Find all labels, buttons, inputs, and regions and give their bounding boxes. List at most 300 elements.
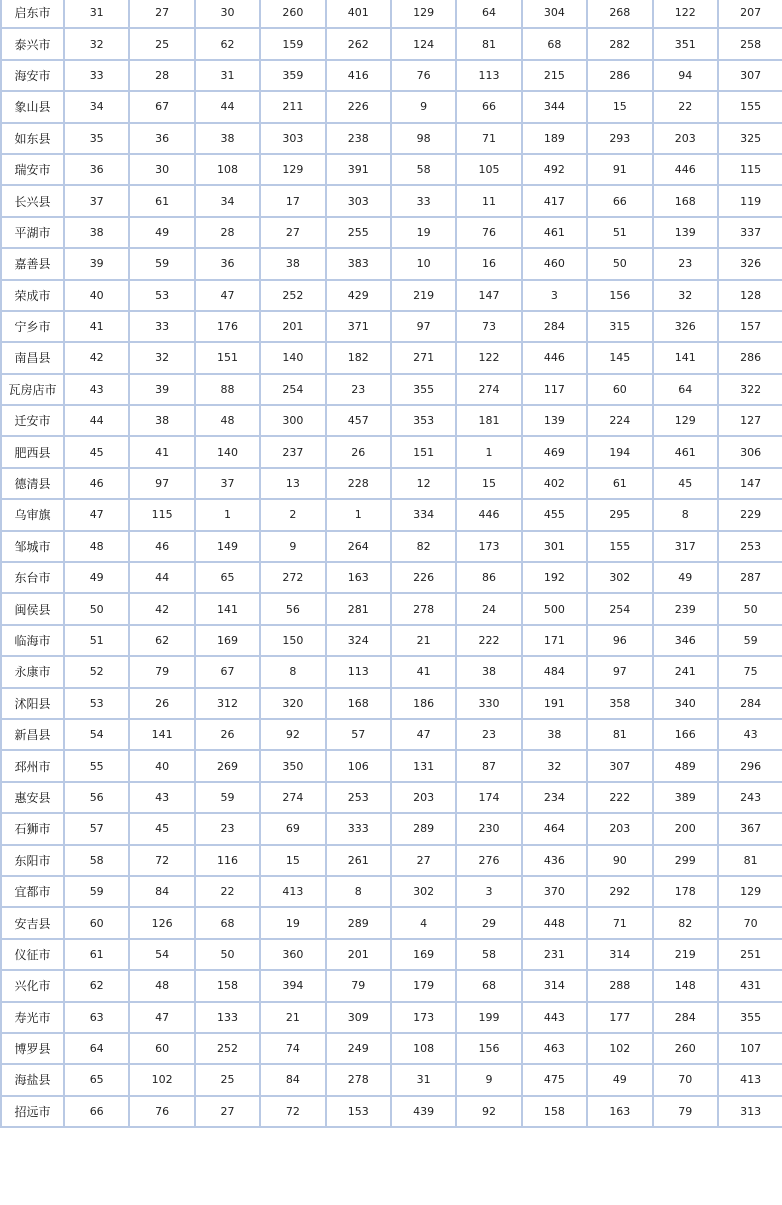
rank-cell: 21 — [260, 1002, 325, 1033]
county-name-cell: 邳州市 — [1, 750, 64, 781]
rank-cell: 301 — [522, 531, 587, 562]
county-name-cell: 迁安市 — [1, 405, 64, 436]
rank-cell: 317 — [653, 531, 718, 562]
county-name-cell: 嘉善县 — [1, 248, 64, 279]
rank-cell: 145 — [587, 342, 652, 373]
rank-cell: 289 — [326, 907, 391, 938]
rank-cell: 436 — [522, 845, 587, 876]
rank-cell: 226 — [326, 91, 391, 122]
rank-cell: 322 — [718, 374, 782, 405]
rank-cell: 1 — [456, 436, 521, 467]
rank-cell: 446 — [653, 154, 718, 185]
rank-cell: 402 — [522, 468, 587, 499]
rank-cell: 191 — [522, 688, 587, 719]
rank-cell: 303 — [326, 185, 391, 216]
rank-cell: 179 — [391, 970, 456, 1001]
rank-cell: 43 — [718, 719, 782, 750]
rank-cell: 128 — [718, 280, 782, 311]
rank-cell: 181 — [456, 405, 521, 436]
rank-cell: 62 — [195, 28, 260, 59]
rank-cell: 76 — [129, 1096, 194, 1127]
rank-cell: 15 — [587, 91, 652, 122]
rank-cell: 312 — [195, 688, 260, 719]
rank-cell: 292 — [587, 876, 652, 907]
table-row — [1, 876, 782, 907]
rank-cell: 38 — [260, 248, 325, 279]
rank-cell: 54 — [129, 939, 194, 970]
rank-cell: 19 — [260, 907, 325, 938]
rank-cell: 282 — [587, 28, 652, 59]
county-name-cell: 招远市 — [1, 1096, 64, 1127]
rank-cell: 38 — [456, 656, 521, 687]
rank-cell: 182 — [326, 342, 391, 373]
rank-cell: 81 — [456, 28, 521, 59]
rank-cell: 32 — [653, 280, 718, 311]
rank-cell: 59 — [64, 876, 129, 907]
rank-cell: 274 — [456, 374, 521, 405]
rank-cell: 28 — [129, 60, 194, 91]
rank-cell: 67 — [195, 656, 260, 687]
rank-cell: 62 — [64, 970, 129, 1001]
rank-cell: 42 — [129, 593, 194, 624]
rank-cell: 23 — [195, 813, 260, 844]
rank-cell: 219 — [391, 280, 456, 311]
rank-cell: 63 — [64, 1002, 129, 1033]
rank-cell: 70 — [653, 1064, 718, 1095]
rank-cell: 31 — [64, 0, 129, 28]
rank-cell: 287 — [718, 562, 782, 593]
rank-cell: 231 — [522, 939, 587, 970]
rank-cell: 39 — [129, 374, 194, 405]
rank-cell: 122 — [653, 0, 718, 28]
table-body — [1, 0, 782, 1127]
rank-cell: 344 — [522, 91, 587, 122]
rank-cell: 23 — [653, 248, 718, 279]
rank-cell: 295 — [587, 499, 652, 530]
rank-cell: 252 — [260, 280, 325, 311]
rank-cell: 66 — [456, 91, 521, 122]
rank-cell: 68 — [522, 28, 587, 59]
table-row — [1, 0, 782, 28]
rank-cell: 500 — [522, 593, 587, 624]
county-name-cell: 安吉县 — [1, 907, 64, 938]
rank-cell: 67 — [129, 91, 194, 122]
rank-cell: 176 — [195, 311, 260, 342]
rank-cell: 17 — [260, 185, 325, 216]
rank-cell: 355 — [391, 374, 456, 405]
rank-cell: 207 — [718, 0, 782, 28]
rank-cell: 88 — [195, 374, 260, 405]
rank-cell: 68 — [195, 907, 260, 938]
rank-cell: 492 — [522, 154, 587, 185]
rank-cell: 194 — [587, 436, 652, 467]
rank-cell: 302 — [587, 562, 652, 593]
rank-cell: 253 — [718, 531, 782, 562]
rank-cell: 48 — [195, 405, 260, 436]
rank-cell: 302 — [391, 876, 456, 907]
rank-cell: 92 — [456, 1096, 521, 1127]
rank-cell: 278 — [391, 593, 456, 624]
rank-cell: 86 — [456, 562, 521, 593]
rank-cell: 76 — [456, 217, 521, 248]
rank-cell: 353 — [391, 405, 456, 436]
table-row — [1, 217, 782, 248]
rank-cell: 115 — [129, 499, 194, 530]
rank-cell: 200 — [653, 813, 718, 844]
rank-cell: 9 — [456, 1064, 521, 1095]
rank-cell: 155 — [587, 531, 652, 562]
rank-cell: 448 — [522, 907, 587, 938]
rank-cell: 102 — [587, 1033, 652, 1064]
rank-cell: 36 — [195, 248, 260, 279]
rank-cell: 108 — [195, 154, 260, 185]
rank-cell: 71 — [456, 123, 521, 154]
rank-cell: 27 — [260, 217, 325, 248]
rank-cell: 60 — [587, 374, 652, 405]
rank-cell: 122 — [456, 342, 521, 373]
rank-cell: 45 — [129, 813, 194, 844]
rank-cell: 304 — [522, 0, 587, 28]
rank-cell: 64 — [653, 374, 718, 405]
rank-cell: 260 — [653, 1033, 718, 1064]
rank-cell: 117 — [522, 374, 587, 405]
rank-cell: 139 — [653, 217, 718, 248]
rank-cell: 230 — [456, 813, 521, 844]
rank-cell: 82 — [653, 907, 718, 938]
county-name-cell: 象山县 — [1, 91, 64, 122]
rank-cell: 439 — [391, 1096, 456, 1127]
county-name-cell: 临海市 — [1, 625, 64, 656]
rank-cell: 57 — [326, 719, 391, 750]
rank-cell: 203 — [653, 123, 718, 154]
rank-cell: 129 — [718, 876, 782, 907]
rank-cell: 53 — [64, 688, 129, 719]
county-name-cell: 仪征市 — [1, 939, 64, 970]
rank-cell: 201 — [326, 939, 391, 970]
rank-cell: 346 — [653, 625, 718, 656]
rank-cell: 46 — [64, 468, 129, 499]
rank-cell: 44 — [64, 405, 129, 436]
rank-cell: 90 — [587, 845, 652, 876]
rank-cell: 48 — [129, 970, 194, 1001]
county-name-cell: 寿光市 — [1, 1002, 64, 1033]
rank-cell: 91 — [587, 154, 652, 185]
rank-cell: 455 — [522, 499, 587, 530]
rank-cell: 113 — [326, 656, 391, 687]
rank-cell: 108 — [391, 1033, 456, 1064]
county-name-cell: 如东县 — [1, 123, 64, 154]
rank-cell: 50 — [64, 593, 129, 624]
rank-cell: 157 — [718, 311, 782, 342]
rank-cell: 124 — [391, 28, 456, 59]
rank-cell: 222 — [456, 625, 521, 656]
rank-cell: 174 — [456, 782, 521, 813]
rank-cell: 169 — [391, 939, 456, 970]
table-row — [1, 1064, 782, 1095]
rank-cell: 38 — [522, 719, 587, 750]
rank-cell: 52 — [64, 656, 129, 687]
rank-cell: 484 — [522, 656, 587, 687]
rank-cell: 281 — [326, 593, 391, 624]
rank-cell: 141 — [653, 342, 718, 373]
rank-cell: 252 — [195, 1033, 260, 1064]
rank-cell: 116 — [195, 845, 260, 876]
rank-cell: 49 — [653, 562, 718, 593]
rank-cell: 43 — [129, 782, 194, 813]
rank-cell: 8 — [260, 656, 325, 687]
rank-cell: 203 — [587, 813, 652, 844]
rank-cell: 324 — [326, 625, 391, 656]
rank-cell: 45 — [64, 436, 129, 467]
rank-cell: 56 — [260, 593, 325, 624]
rank-cell: 155 — [718, 91, 782, 122]
rank-cell: 358 — [587, 688, 652, 719]
rank-cell: 171 — [522, 625, 587, 656]
rank-cell: 151 — [391, 436, 456, 467]
rank-cell: 271 — [391, 342, 456, 373]
rank-cell: 264 — [326, 531, 391, 562]
rank-cell: 168 — [326, 688, 391, 719]
county-name-cell: 东阳市 — [1, 845, 64, 876]
rank-cell: 35 — [64, 123, 129, 154]
table-row — [1, 342, 782, 373]
rank-cell: 307 — [718, 60, 782, 91]
rank-cell: 147 — [718, 468, 782, 499]
rank-cell: 84 — [260, 1064, 325, 1095]
rank-cell: 44 — [195, 91, 260, 122]
rank-cell: 38 — [195, 123, 260, 154]
rank-cell: 284 — [653, 1002, 718, 1033]
rank-cell: 320 — [260, 688, 325, 719]
rank-cell: 254 — [260, 374, 325, 405]
rank-cell: 253 — [326, 782, 391, 813]
rank-cell: 276 — [456, 845, 521, 876]
rank-cell: 21 — [391, 625, 456, 656]
rank-cell: 315 — [587, 311, 652, 342]
rank-cell: 97 — [391, 311, 456, 342]
rank-cell: 429 — [326, 280, 391, 311]
rank-cell: 355 — [718, 1002, 782, 1033]
rank-cell: 201 — [260, 311, 325, 342]
rank-cell: 60 — [129, 1033, 194, 1064]
rank-cell: 166 — [653, 719, 718, 750]
rank-cell: 84 — [129, 876, 194, 907]
rank-cell: 300 — [260, 405, 325, 436]
rank-cell: 73 — [456, 311, 521, 342]
rank-cell: 337 — [718, 217, 782, 248]
rank-cell: 330 — [456, 688, 521, 719]
rank-cell: 46 — [129, 531, 194, 562]
rank-cell: 51 — [587, 217, 652, 248]
rank-cell: 222 — [587, 782, 652, 813]
rank-cell: 87 — [456, 750, 521, 781]
rank-cell: 32 — [522, 750, 587, 781]
rank-cell: 68 — [456, 970, 521, 1001]
rank-cell: 34 — [195, 185, 260, 216]
rank-cell: 47 — [391, 719, 456, 750]
rank-cell: 1 — [326, 499, 391, 530]
rank-cell: 238 — [326, 123, 391, 154]
rank-cell: 65 — [64, 1064, 129, 1095]
rank-cell: 9 — [260, 531, 325, 562]
rank-cell: 326 — [718, 248, 782, 279]
rank-cell: 57 — [64, 813, 129, 844]
rank-cell: 228 — [326, 468, 391, 499]
rank-cell: 47 — [195, 280, 260, 311]
rank-cell: 64 — [64, 1033, 129, 1064]
county-name-cell: 邹城市 — [1, 531, 64, 562]
rank-cell: 464 — [522, 813, 587, 844]
rank-cell: 241 — [653, 656, 718, 687]
rank-cell: 1 — [195, 499, 260, 530]
rank-cell: 27 — [129, 0, 194, 28]
county-name-cell: 泰兴市 — [1, 28, 64, 59]
rank-cell: 139 — [522, 405, 587, 436]
rank-cell: 148 — [653, 970, 718, 1001]
rank-cell: 62 — [129, 625, 194, 656]
county-name-cell: 瑞安市 — [1, 154, 64, 185]
rank-cell: 229 — [718, 499, 782, 530]
rank-cell: 47 — [64, 499, 129, 530]
rank-cell: 416 — [326, 60, 391, 91]
table-row — [1, 562, 782, 593]
rank-cell: 41 — [129, 436, 194, 467]
rank-cell: 126 — [129, 907, 194, 938]
rank-cell: 11 — [456, 185, 521, 216]
rank-cell: 284 — [522, 311, 587, 342]
rank-cell: 97 — [129, 468, 194, 499]
table-row — [1, 625, 782, 656]
rank-cell: 8 — [653, 499, 718, 530]
rank-cell: 446 — [522, 342, 587, 373]
county-name-cell: 海盐县 — [1, 1064, 64, 1095]
rank-cell: 314 — [522, 970, 587, 1001]
rank-cell: 65 — [195, 562, 260, 593]
rank-cell: 326 — [653, 311, 718, 342]
rank-cell: 288 — [587, 970, 652, 1001]
rank-cell: 383 — [326, 248, 391, 279]
rank-cell: 261 — [326, 845, 391, 876]
rank-cell: 313 — [718, 1096, 782, 1127]
rank-cell: 50 — [195, 939, 260, 970]
table-row — [1, 248, 782, 279]
rank-cell: 156 — [587, 280, 652, 311]
rank-cell: 13 — [260, 468, 325, 499]
rank-cell: 147 — [456, 280, 521, 311]
rank-cell: 306 — [718, 436, 782, 467]
county-name-cell: 瓦房店市 — [1, 374, 64, 405]
rank-cell: 37 — [64, 185, 129, 216]
rank-cell: 129 — [653, 405, 718, 436]
rank-cell: 469 — [522, 436, 587, 467]
rank-cell: 44 — [129, 562, 194, 593]
rank-cell: 23 — [326, 374, 391, 405]
rank-cell: 79 — [129, 656, 194, 687]
rank-cell: 211 — [260, 91, 325, 122]
rank-cell: 40 — [64, 280, 129, 311]
rank-cell: 417 — [522, 185, 587, 216]
rank-cell: 350 — [260, 750, 325, 781]
rank-cell: 371 — [326, 311, 391, 342]
rank-cell: 23 — [456, 719, 521, 750]
table-row — [1, 28, 782, 59]
table-row — [1, 656, 782, 687]
rank-cell: 59 — [195, 782, 260, 813]
rank-cell: 260 — [260, 0, 325, 28]
rank-cell: 389 — [653, 782, 718, 813]
rank-cell: 391 — [326, 154, 391, 185]
rank-cell: 401 — [326, 0, 391, 28]
table-row — [1, 1033, 782, 1064]
rank-cell: 61 — [64, 939, 129, 970]
rank-cell: 33 — [64, 60, 129, 91]
rank-cell: 71 — [587, 907, 652, 938]
table-row — [1, 436, 782, 467]
rank-cell: 19 — [391, 217, 456, 248]
rank-cell: 243 — [718, 782, 782, 813]
rank-cell: 463 — [522, 1033, 587, 1064]
rank-cell: 75 — [718, 656, 782, 687]
table-row — [1, 719, 782, 750]
rank-cell: 443 — [522, 1002, 587, 1033]
rank-cell: 278 — [326, 1064, 391, 1095]
rank-cell: 92 — [260, 719, 325, 750]
rank-cell: 37 — [195, 468, 260, 499]
table-row — [1, 468, 782, 499]
rank-cell: 15 — [260, 845, 325, 876]
rank-cell: 140 — [195, 436, 260, 467]
county-name-cell: 荣成市 — [1, 280, 64, 311]
rank-cell: 10 — [391, 248, 456, 279]
rank-cell: 3 — [522, 280, 587, 311]
table-row — [1, 688, 782, 719]
rank-cell: 98 — [391, 123, 456, 154]
rank-cell: 226 — [391, 562, 456, 593]
rank-cell: 15 — [456, 468, 521, 499]
table-row — [1, 593, 782, 624]
rank-cell: 158 — [522, 1096, 587, 1127]
table-row — [1, 154, 782, 185]
table-row — [1, 750, 782, 781]
rank-cell: 49 — [64, 562, 129, 593]
table-row — [1, 280, 782, 311]
rank-cell: 251 — [718, 939, 782, 970]
rank-cell: 22 — [195, 876, 260, 907]
rank-cell: 394 — [260, 970, 325, 1001]
rank-cell: 340 — [653, 688, 718, 719]
table-row — [1, 405, 782, 436]
rank-cell: 107 — [718, 1033, 782, 1064]
rank-cell: 413 — [260, 876, 325, 907]
rank-cell: 40 — [129, 750, 194, 781]
rank-cell: 296 — [718, 750, 782, 781]
rank-cell: 325 — [718, 123, 782, 154]
county-name-cell: 宜都市 — [1, 876, 64, 907]
rank-cell: 303 — [260, 123, 325, 154]
rank-cell: 3 — [456, 876, 521, 907]
rank-cell: 268 — [587, 0, 652, 28]
county-name-cell: 永康市 — [1, 656, 64, 687]
rank-cell: 158 — [195, 970, 260, 1001]
table-row — [1, 845, 782, 876]
rank-cell: 334 — [391, 499, 456, 530]
rank-cell: 59 — [718, 625, 782, 656]
rank-cell: 58 — [391, 154, 456, 185]
rank-cell: 41 — [64, 311, 129, 342]
rank-cell: 74 — [260, 1033, 325, 1064]
rank-cell: 72 — [129, 845, 194, 876]
county-name-cell: 肥西县 — [1, 436, 64, 467]
